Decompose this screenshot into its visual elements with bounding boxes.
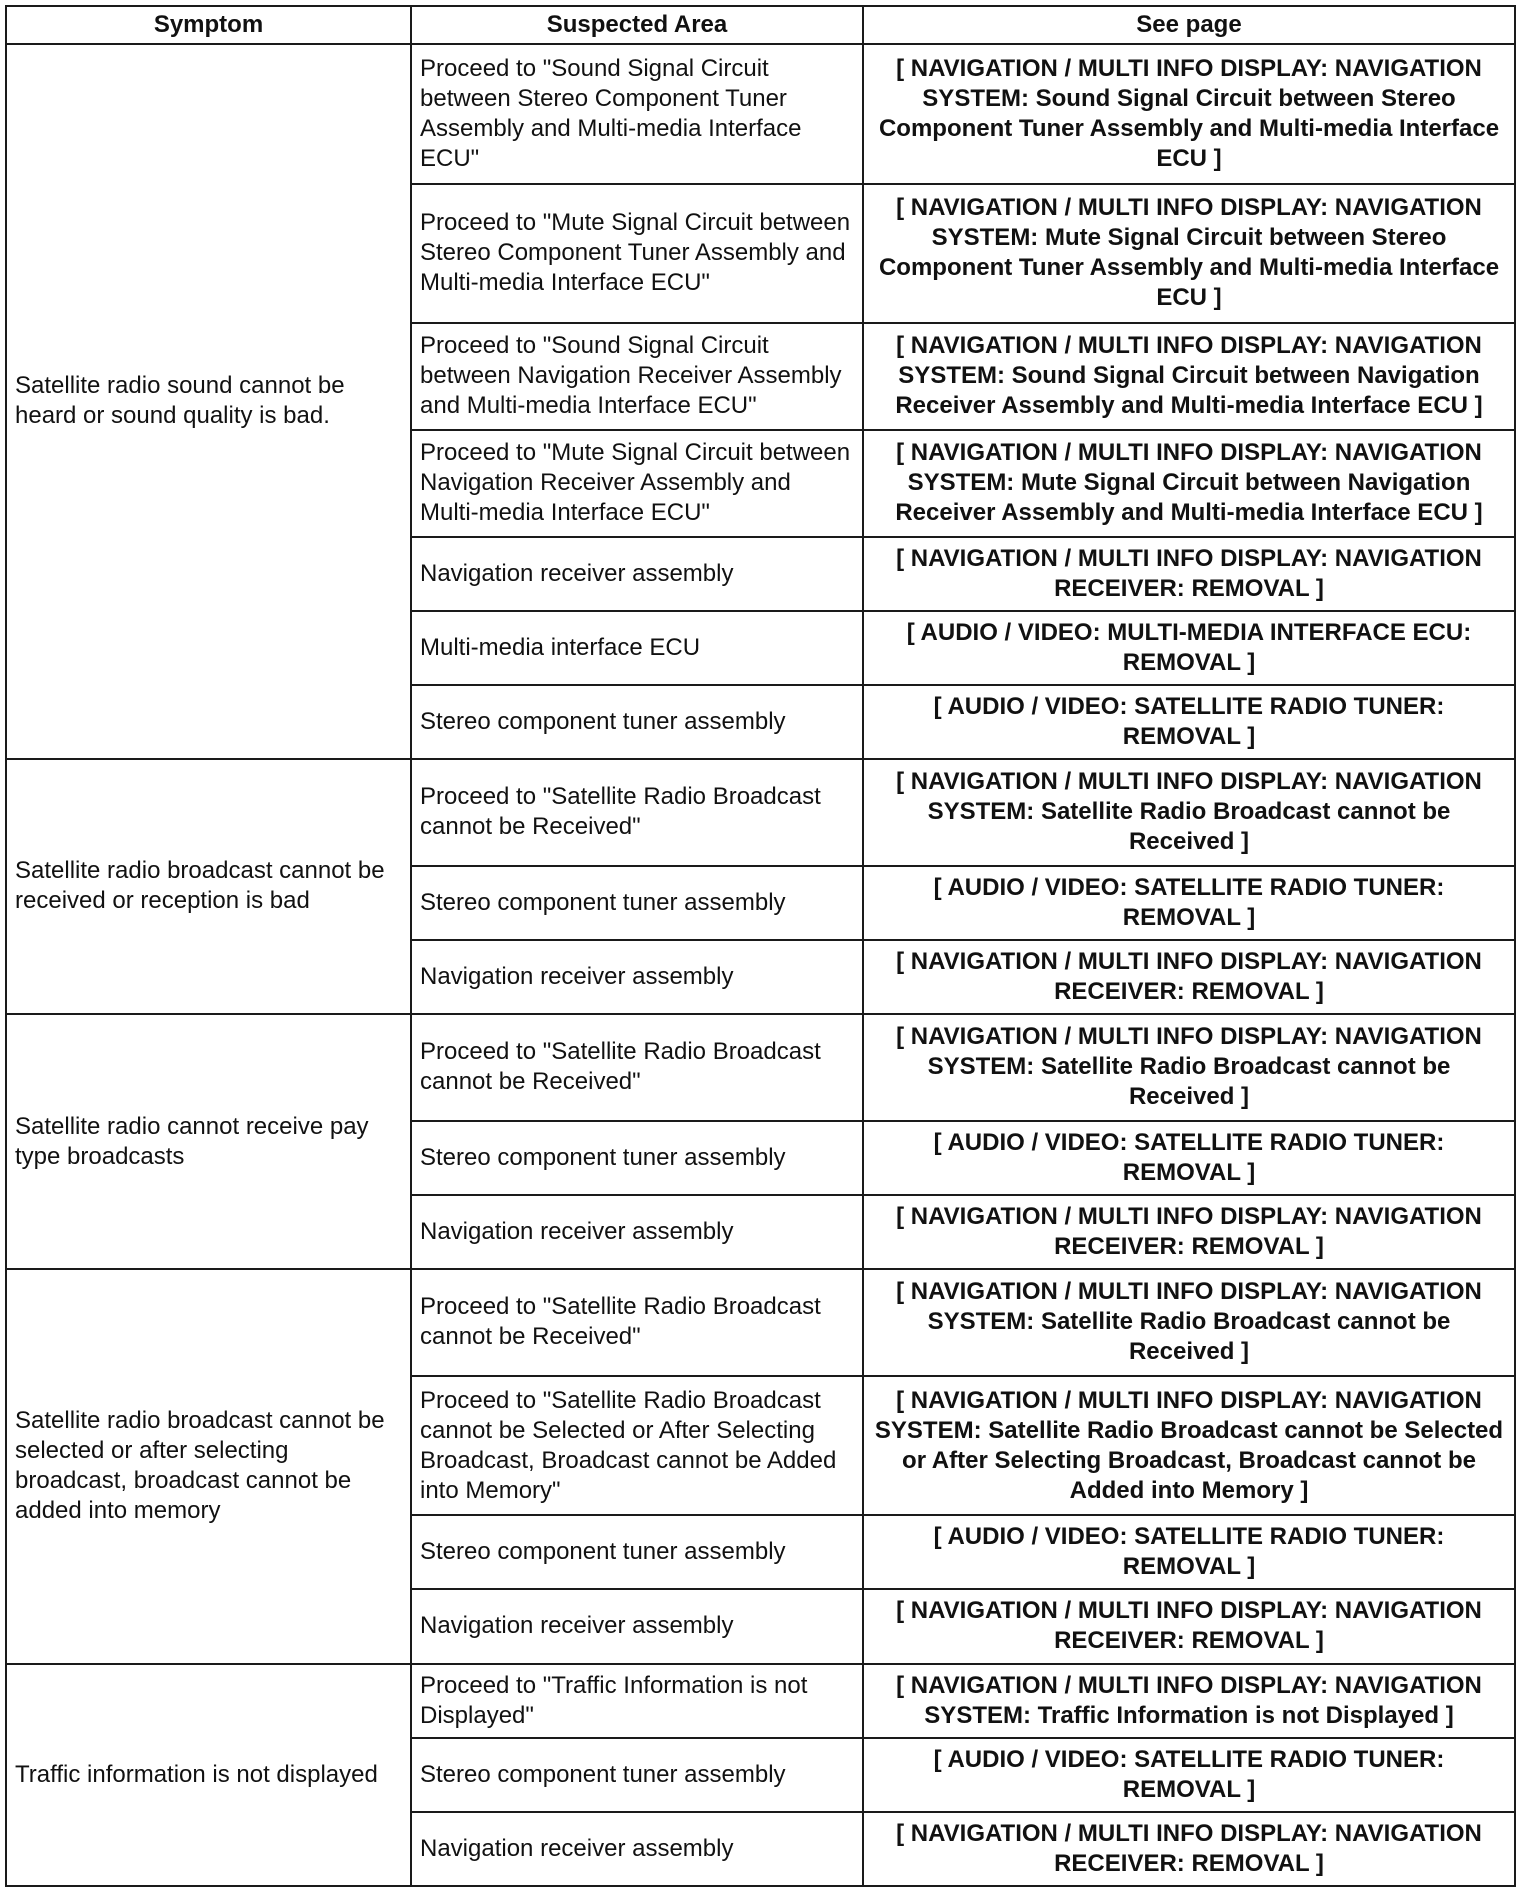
- suspected-area-cell: Proceed to "Satellite Radio Broadcast cannot be Received": [411, 1014, 863, 1121]
- suspected-area-cell: Navigation receiver assembly: [411, 1195, 863, 1269]
- table-row: [6, 1269, 1515, 1376]
- suspected-area-cell: Stereo component tuner assembly: [411, 1121, 863, 1195]
- see-page-link[interactable]: [ NAVIGATION / MULTI INFO DISPLAY: NAVIGATION SYSTEM: Mute Signal Circuit between Stereo Component Tuner Assembly and Multi-media Interface ECU ]: [863, 184, 1515, 324]
- see-page-link[interactable]: [ AUDIO / VIDEO: SATELLITE RADIO TUNER: REMOVAL ]: [863, 685, 1515, 759]
- suspected-area-cell: Proceed to "Satellite Radio Broadcast cannot be Selected or After Selecting Broadcast, Broadcast cannot be Added into Memory": [411, 1376, 863, 1516]
- suspected-area-cell: Proceed to "Mute Signal Circuit between Stereo Component Tuner Assembly and Multi-media Interface ECU": [411, 184, 863, 324]
- see-page-link[interactable]: [ NAVIGATION / MULTI INFO DISPLAY: NAVIGATION SYSTEM: Sound Signal Circuit between Stereo Component Tuner Assembly and Multi-media Interface ECU ]: [863, 44, 1515, 184]
- suspected-area-cell: Proceed to "Satellite Radio Broadcast cannot be Received": [411, 1269, 863, 1376]
- suspected-area-cell: Navigation receiver assembly: [411, 940, 863, 1014]
- symptom-cell: Satellite radio broadcast cannot be selected or after selecting broadcast, broadcast cannot be added into memory: [6, 1269, 411, 1664]
- see-page-link[interactable]: [ AUDIO / VIDEO: SATELLITE RADIO TUNER: REMOVAL ]: [863, 1515, 1515, 1589]
- header-symptom: Symptom: [6, 6, 411, 44]
- suspected-area-cell: Proceed to "Satellite Radio Broadcast cannot be Received": [411, 759, 863, 866]
- table-row: [6, 759, 1515, 866]
- see-page-link[interactable]: [ AUDIO / VIDEO: SATELLITE RADIO TUNER: REMOVAL ]: [863, 1121, 1515, 1195]
- suspected-area-cell: Stereo component tuner assembly: [411, 685, 863, 759]
- suspected-area-cell: Proceed to "Traffic Information is not Displayed": [411, 1664, 863, 1738]
- symptom-table: [5, 5, 1516, 1887]
- symptom-cell: Satellite radio sound cannot be heard or sound quality is bad.: [6, 44, 411, 759]
- see-page-link[interactable]: [ NAVIGATION / MULTI INFO DISPLAY: NAVIGATION SYSTEM: Satellite Radio Broadcast cannot be Received ]: [863, 1014, 1515, 1121]
- suspected-area-cell: Navigation receiver assembly: [411, 1812, 863, 1886]
- see-page-link[interactable]: [ NAVIGATION / MULTI INFO DISPLAY: NAVIGATION RECEIVER: REMOVAL ]: [863, 537, 1515, 611]
- see-page-link[interactable]: [ NAVIGATION / MULTI INFO DISPLAY: NAVIGATION RECEIVER: REMOVAL ]: [863, 1589, 1515, 1663]
- header-suspected-area: Suspected Area: [411, 6, 863, 44]
- table-row: [6, 1664, 1515, 1738]
- see-page-link[interactable]: [ NAVIGATION / MULTI INFO DISPLAY: NAVIGATION SYSTEM: Traffic Information is not Displayed ]: [863, 1664, 1515, 1738]
- suspected-area-cell: Proceed to "Mute Signal Circuit between Navigation Receiver Assembly and Multi-media Interface ECU": [411, 430, 863, 537]
- see-page-link[interactable]: [ NAVIGATION / MULTI INFO DISPLAY: NAVIGATION SYSTEM: Satellite Radio Broadcast cannot be Received ]: [863, 759, 1515, 866]
- header-see-page: See page: [863, 6, 1515, 44]
- suspected-area-cell: Multi-media interface ECU: [411, 611, 863, 685]
- see-page-link[interactable]: [ AUDIO / VIDEO: SATELLITE RADIO TUNER: REMOVAL ]: [863, 866, 1515, 940]
- suspected-area-cell: Stereo component tuner assembly: [411, 866, 863, 940]
- symptom-cell: Satellite radio cannot receive pay type broadcasts: [6, 1014, 411, 1269]
- symptom-cell: Traffic information is not displayed: [6, 1664, 411, 1886]
- see-page-link[interactable]: [ NAVIGATION / MULTI INFO DISPLAY: NAVIGATION SYSTEM: Satellite Radio Broadcast cannot be Selected or After Selecting Broadcast, Broadcast cannot be Added into Memory ]: [863, 1376, 1515, 1516]
- symptom-cell: Satellite radio broadcast cannot be received or reception is bad: [6, 759, 411, 1014]
- see-page-link[interactable]: [ NAVIGATION / MULTI INFO DISPLAY: NAVIGATION SYSTEM: Sound Signal Circuit between Navigation Receiver Assembly and Multi-media Interface ECU ]: [863, 323, 1515, 430]
- see-page-link[interactable]: [ NAVIGATION / MULTI INFO DISPLAY: NAVIGATION RECEIVER: REMOVAL ]: [863, 1195, 1515, 1269]
- table-row: [6, 1014, 1515, 1121]
- suspected-area-cell: Stereo component tuner assembly: [411, 1515, 863, 1589]
- see-page-link[interactable]: [ NAVIGATION / MULTI INFO DISPLAY: NAVIGATION RECEIVER: REMOVAL ]: [863, 940, 1515, 1014]
- see-page-link[interactable]: [ AUDIO / VIDEO: SATELLITE RADIO TUNER: REMOVAL ]: [863, 1738, 1515, 1812]
- suspected-area-cell: Proceed to "Sound Signal Circuit between Stereo Component Tuner Assembly and Multi-media Interface ECU": [411, 44, 863, 184]
- see-page-link[interactable]: [ AUDIO / VIDEO: MULTI-MEDIA INTERFACE ECU: REMOVAL ]: [863, 611, 1515, 685]
- suspected-area-cell: Navigation receiver assembly: [411, 537, 863, 611]
- header-row: [6, 6, 1515, 44]
- see-page-link[interactable]: [ NAVIGATION / MULTI INFO DISPLAY: NAVIGATION SYSTEM: Satellite Radio Broadcast cannot be Received ]: [863, 1269, 1515, 1376]
- suspected-area-cell: Proceed to "Sound Signal Circuit between Navigation Receiver Assembly and Multi-media Interface ECU": [411, 323, 863, 430]
- suspected-area-cell: Stereo component tuner assembly: [411, 1738, 863, 1812]
- see-page-link[interactable]: [ NAVIGATION / MULTI INFO DISPLAY: NAVIGATION SYSTEM: Mute Signal Circuit between Navigation Receiver Assembly and Multi-media Interface ECU ]: [863, 430, 1515, 537]
- table-row: [6, 44, 1515, 184]
- suspected-area-cell: Navigation receiver assembly: [411, 1589, 863, 1663]
- see-page-link[interactable]: [ NAVIGATION / MULTI INFO DISPLAY: NAVIGATION RECEIVER: REMOVAL ]: [863, 1812, 1515, 1886]
